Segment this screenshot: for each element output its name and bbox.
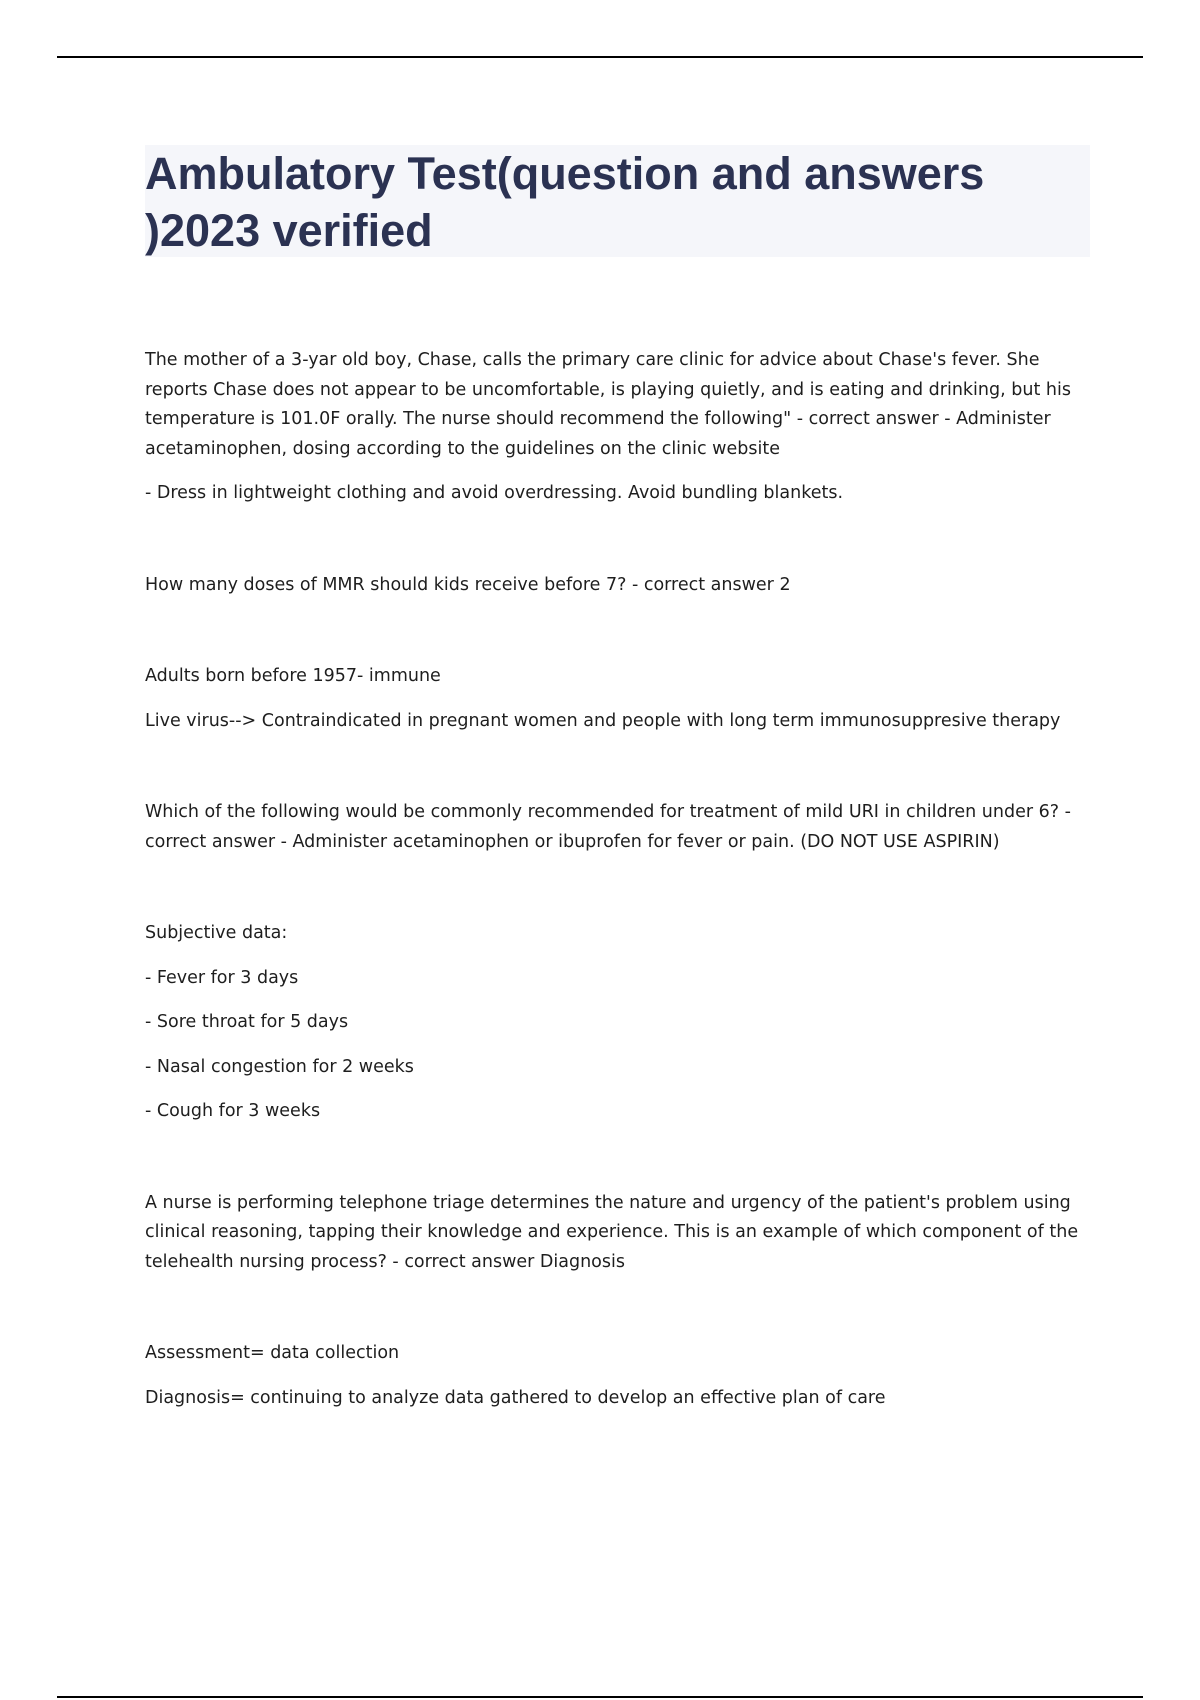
qa-block bbox=[145, 919, 1090, 1127]
question-text: Assessment= data collection bbox=[145, 1343, 400, 1363]
qa-block bbox=[145, 662, 1090, 736]
note-text: - Fever for 3 days bbox=[145, 967, 299, 988]
note-text: - Sore throat for 5 days bbox=[145, 1012, 349, 1032]
bottom-rule bbox=[57, 1696, 1143, 1698]
qa-block bbox=[145, 346, 1090, 509]
note-text: - Dress in lightweight clothing and avoid overdressing. Avoid bundling blankets. bbox=[145, 483, 844, 503]
note-text: - Nasal congestion for 2 weeks bbox=[145, 1056, 414, 1077]
qa-block bbox=[145, 571, 1090, 601]
block-spacer bbox=[145, 1292, 1090, 1339]
question-text: How many doses of MMR should kids receive before 7? - correct answer 2 bbox=[145, 574, 791, 595]
question-text: Subjective data: bbox=[145, 923, 288, 943]
block-spacer bbox=[145, 524, 1090, 571]
document-body bbox=[145, 346, 1090, 1428]
block-spacer bbox=[145, 1142, 1090, 1189]
block-spacer bbox=[145, 615, 1090, 662]
note-text: Diagnosis= continuing to analyze data gathered to develop an effective plan of care bbox=[145, 1387, 886, 1408]
question-text: Which of the following would be commonly recommended for treatment of mild URI in children under 6? - correct answer - Administer acetaminophen or ibuprofen for fever or pain. (DO NOT USE ASPIRIN) bbox=[145, 802, 1071, 852]
question-text: The mother of a 3-yar old boy, Chase, calls the primary care clinic for advice about Chase's fever. She reports Chase does not appear to be uncomfortable, is playing quietly, and is eating and drinking, but his temperature is 101.0F orally. The nurse should recommend the following" - correct answer - Administer acetaminophen, dosing according to the guidelines on the clinic website bbox=[145, 350, 1071, 459]
qa-block bbox=[145, 1189, 1090, 1278]
question-text: Adults born before 1957- immune bbox=[145, 666, 441, 686]
title-banner bbox=[145, 145, 1090, 257]
document-title: Ambulatory Test(question and answers )2023 verified bbox=[145, 148, 985, 256]
top-rule bbox=[57, 56, 1143, 58]
qa-block bbox=[145, 798, 1090, 857]
block-spacer bbox=[145, 751, 1090, 798]
note-text: Live virus--> Contraindicated in pregnant women and people with long term immunosuppresive therapy bbox=[145, 710, 1061, 731]
block-spacer bbox=[145, 872, 1090, 919]
qa-block bbox=[145, 1339, 1090, 1413]
note-text: - Cough for 3 weeks bbox=[145, 1101, 321, 1121]
question-text: A nurse is performing telephone triage determines the nature and urgency of the patient's problem using clinical reasoning, tapping their knowledge and experience. This is an example of which component of the telehealth nursing process? - correct answer Diagnosis bbox=[145, 1192, 1079, 1272]
